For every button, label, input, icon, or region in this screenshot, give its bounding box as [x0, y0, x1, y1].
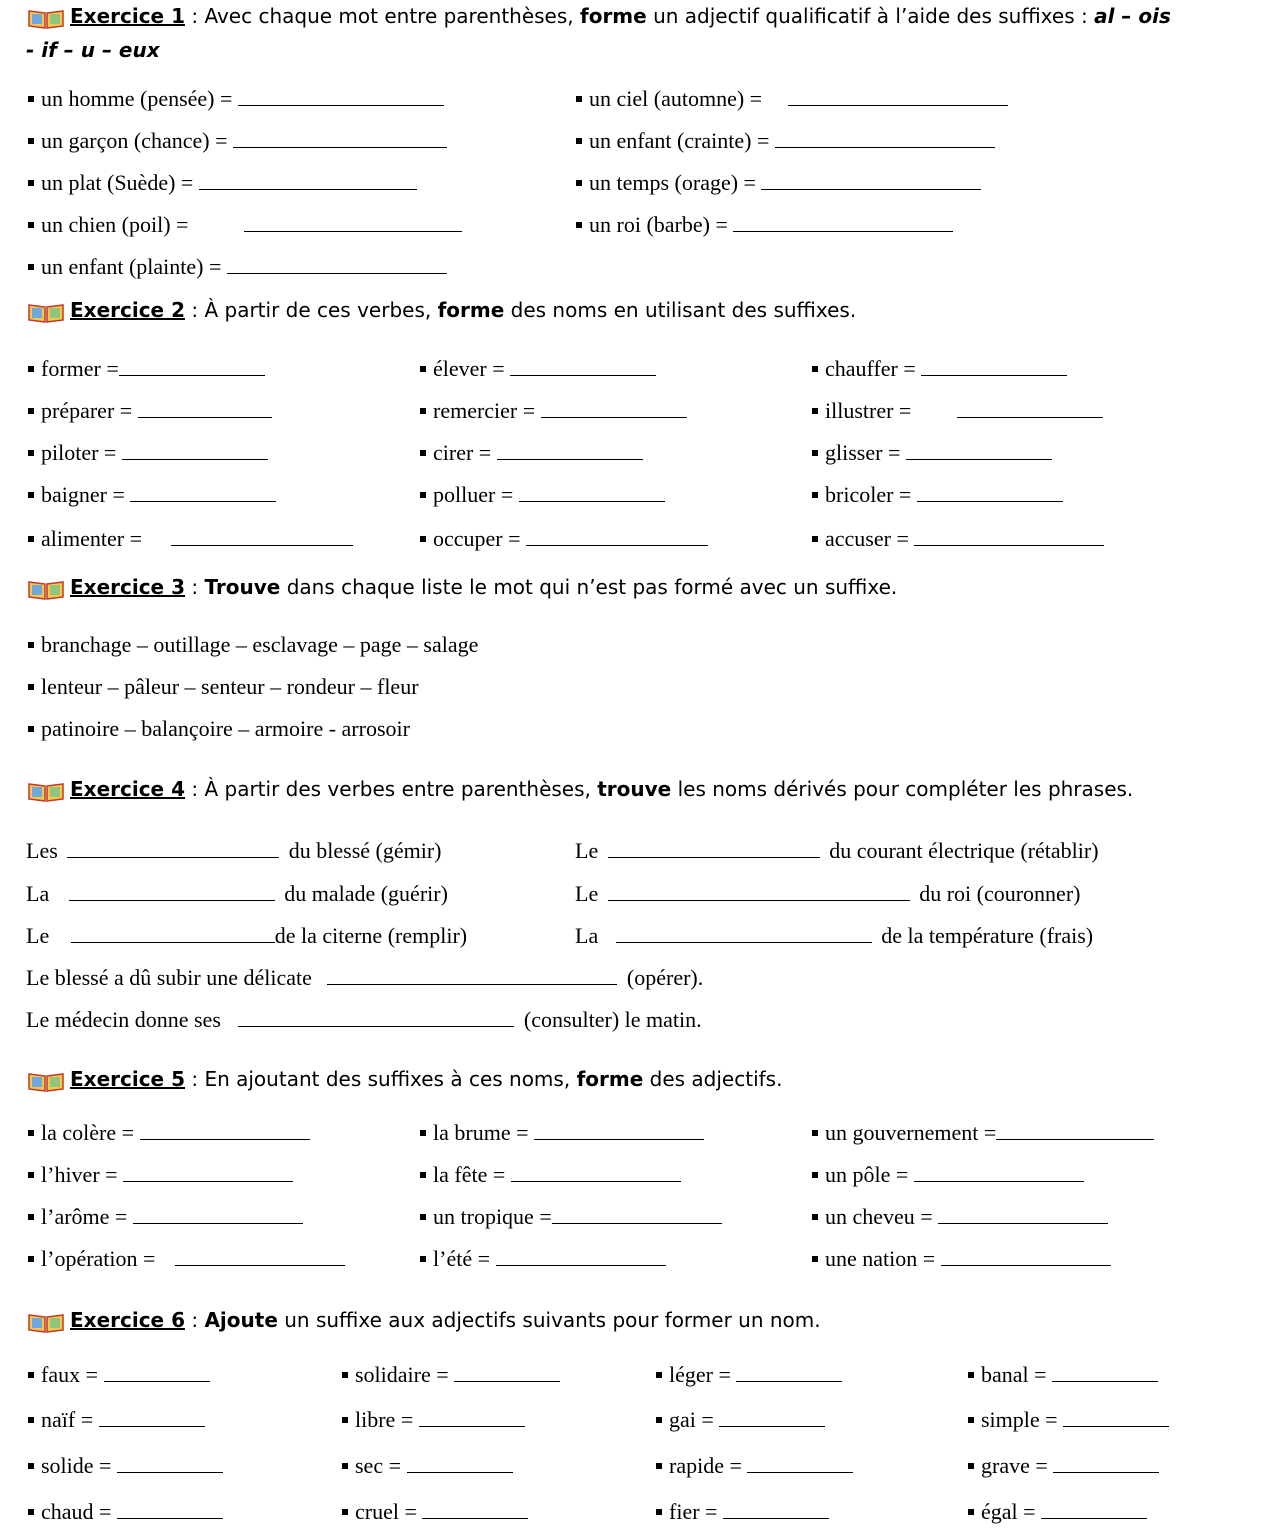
exercise-2-label: Exercice 2	[70, 298, 185, 322]
exercise-item	[420, 482, 665, 508]
instruction-text: dans chaque liste le mot qui n’est pas formé avec un suffixe.	[280, 575, 898, 599]
bullet-icon	[812, 408, 818, 414]
answer-blank[interactable]	[941, 1247, 1111, 1266]
exercise-item	[420, 526, 708, 552]
exercise-item	[656, 1407, 825, 1433]
bullet-icon	[28, 642, 34, 648]
exercise-item	[28, 86, 444, 112]
bullet-icon	[28, 1509, 34, 1515]
bullet-icon	[576, 96, 582, 102]
answer-blank[interactable]	[175, 1247, 345, 1266]
exercise-item	[420, 1120, 704, 1146]
bullet-icon	[28, 1372, 34, 1378]
exercise-item	[28, 1362, 210, 1388]
exercise-item	[968, 1362, 1158, 1388]
item-prompt: préparer =	[41, 398, 133, 423]
instruction-verb: forme	[580, 4, 647, 28]
answer-blank[interactable]	[422, 1500, 528, 1519]
item-prompt: baigner =	[41, 482, 125, 507]
item-prompt: bricoler =	[825, 482, 912, 507]
bullet-icon	[420, 366, 426, 372]
bullet-icon	[28, 684, 34, 690]
item-prompt: une nation =	[825, 1246, 936, 1271]
item-prompt: cruel =	[355, 1499, 417, 1524]
exercise-item	[28, 1246, 345, 1272]
exercise-4-label: Exercice 4	[70, 777, 185, 801]
bullet-icon	[420, 492, 426, 498]
word-list-text: lenteur – pâleur – senteur – rondeur – fleur	[41, 674, 419, 699]
instruction-text: Avec chaque mot entre parenthèses,	[204, 4, 580, 28]
item-prompt: chaud =	[41, 1499, 112, 1524]
bullet-icon	[656, 1509, 662, 1515]
bullet-icon	[28, 536, 34, 542]
answer-blank[interactable]	[244, 213, 462, 232]
instruction-verb: Trouve	[204, 575, 281, 599]
answer-blank[interactable]	[733, 213, 953, 232]
item-prompt: un enfant (plainte) =	[41, 254, 222, 279]
answer-blank[interactable]	[519, 483, 665, 502]
bullet-icon	[28, 450, 34, 456]
answer-blank[interactable]	[1052, 1363, 1158, 1382]
item-prompt: cirer =	[433, 440, 492, 465]
sentence-end: de la température (frais)	[881, 923, 1094, 948]
item-prompt: solidaire =	[355, 1362, 449, 1387]
bullet-icon	[812, 1130, 818, 1136]
exercise-item	[812, 1162, 1084, 1188]
exercise-item	[28, 128, 447, 154]
item-prompt: un chien (poil) =	[41, 212, 189, 237]
bullet-icon	[28, 138, 34, 144]
bullet-icon	[342, 1372, 348, 1378]
item-prompt: faux =	[41, 1362, 98, 1387]
sentence-start: Le	[26, 923, 50, 948]
item-prompt: former =	[41, 356, 119, 381]
item-prompt: un plat (Suède) =	[41, 170, 194, 195]
exercise-item	[812, 398, 1103, 424]
colon: :	[185, 777, 205, 801]
answer-blank[interactable]	[227, 255, 447, 274]
exercise-item	[812, 440, 1052, 466]
exercise-item	[576, 170, 981, 196]
bullet-icon	[28, 492, 34, 498]
sentence-start: Le médecin donne ses	[26, 1007, 221, 1032]
word-list	[28, 632, 478, 658]
answer-blank[interactable]	[775, 129, 995, 148]
answer-blank[interactable]	[199, 171, 417, 190]
sentence-end: du malade (guérir)	[284, 881, 448, 906]
exercise-item	[968, 1453, 1159, 1479]
item-prompt: l’hiver =	[41, 1162, 118, 1187]
answer-blank[interactable]	[454, 1363, 560, 1382]
answer-blank[interactable]	[761, 171, 981, 190]
bullet-icon	[576, 222, 582, 228]
exercise-item	[342, 1453, 513, 1479]
answer-blank[interactable]	[233, 129, 447, 148]
bullet-icon	[28, 1214, 34, 1220]
item-prompt: un homme (pensée) =	[41, 86, 233, 111]
book-icon	[26, 300, 66, 324]
exercise-4-header	[26, 777, 1133, 803]
exercise-item	[576, 128, 995, 154]
item-prompt: remercier =	[433, 398, 536, 423]
item-prompt: égal =	[981, 1499, 1036, 1524]
word-list-text: branchage – outillage – esclavage – page – salage	[41, 632, 479, 657]
answer-blank[interactable]	[123, 1163, 293, 1182]
answer-blank[interactable]	[171, 527, 353, 546]
bullet-icon	[812, 450, 818, 456]
item-prompt: solide =	[41, 1453, 112, 1478]
exercise-item	[28, 170, 417, 196]
answer-blank[interactable]	[996, 1121, 1154, 1140]
bullet-icon	[812, 1214, 818, 1220]
item-prompt: un tropique =	[433, 1204, 552, 1229]
colon: :	[185, 575, 205, 599]
item-prompt: un ciel (automne) =	[589, 86, 763, 111]
item-prompt: la colère =	[41, 1120, 135, 1145]
exercise-5-header	[26, 1067, 782, 1093]
instruction-text: des adjectifs.	[643, 1067, 783, 1091]
item-prompt: occuper =	[433, 526, 521, 551]
sentence-end: du blessé (gémir)	[288, 838, 442, 863]
answer-blank[interactable]	[608, 839, 820, 858]
instruction-text: À partir de ces verbes,	[204, 298, 438, 322]
exercise-item	[28, 1120, 310, 1146]
exercise-item	[576, 212, 953, 238]
book-icon	[26, 779, 66, 803]
bullet-icon	[28, 1463, 34, 1469]
item-prompt: un temps (orage) =	[589, 170, 756, 195]
exercise-item	[420, 1204, 722, 1230]
answer-blank[interactable]	[238, 1008, 514, 1027]
exercise-item	[342, 1407, 525, 1433]
bullet-icon	[812, 1256, 818, 1262]
item-prompt: élever =	[433, 356, 505, 381]
answer-blank[interactable]	[526, 527, 708, 546]
bullet-icon	[28, 366, 34, 372]
sentence	[26, 1007, 702, 1033]
sentence	[26, 923, 467, 949]
exercise-3-header	[26, 575, 897, 601]
item-prompt: l’été =	[433, 1246, 490, 1271]
answer-blank[interactable]	[104, 1363, 210, 1382]
item-prompt: fier =	[669, 1499, 718, 1524]
instruction-verb: Ajoute	[204, 1308, 278, 1332]
sentence-start: La	[26, 881, 50, 906]
bullet-icon	[812, 366, 818, 372]
book-icon	[26, 1310, 66, 1334]
instruction-text: un suffixe aux adjectifs suivants pour former un nom.	[277, 1308, 821, 1332]
exercise-item	[812, 1120, 1154, 1146]
bullet-icon	[420, 1214, 426, 1220]
instruction-verb: forme	[437, 298, 505, 322]
answer-blank[interactable]	[719, 1408, 825, 1427]
exercise-6-label: Exercice 6	[70, 1308, 185, 1332]
exercise-6-header	[26, 1308, 821, 1334]
sentence	[26, 965, 703, 991]
exercise-item	[28, 526, 353, 552]
bullet-icon	[812, 536, 818, 542]
answer-blank[interactable]	[497, 441, 643, 460]
answer-blank[interactable]	[906, 441, 1052, 460]
exercise-item	[812, 356, 1067, 382]
bullet-icon	[28, 96, 34, 102]
sentence-end: de la citerne (remplir)	[274, 923, 468, 948]
instruction-text: À partir des verbes entre parenthèses,	[204, 777, 598, 801]
bullet-icon	[28, 1256, 34, 1262]
answer-blank[interactable]	[117, 1454, 223, 1473]
bullet-icon	[28, 1130, 34, 1136]
exercise-item	[812, 482, 1063, 508]
exercise-item	[656, 1362, 842, 1388]
bullet-icon	[968, 1509, 974, 1515]
bullet-icon	[28, 222, 34, 228]
bullet-icon	[812, 492, 818, 498]
suffix-list: - if – u – eux	[26, 38, 160, 62]
item-prompt: alimenter =	[41, 526, 142, 551]
sentence	[26, 838, 442, 864]
item-prompt: grave =	[981, 1453, 1048, 1478]
answer-blank[interactable]	[534, 1121, 704, 1140]
exercise-item	[28, 1162, 293, 1188]
answer-blank[interactable]	[130, 483, 276, 502]
sentence	[26, 881, 448, 907]
sentence-start: Le	[575, 881, 599, 906]
answer-blank[interactable]	[496, 1247, 666, 1266]
exercise-item	[28, 1204, 303, 1230]
sentence-start: Le blessé a dû subir une délicate	[26, 965, 312, 990]
answer-blank[interactable]	[1053, 1454, 1159, 1473]
item-prompt: un gouvernement =	[825, 1120, 997, 1145]
instruction-verb: trouve	[597, 777, 672, 801]
answer-blank[interactable]	[608, 882, 910, 901]
instruction-text: un adjectif qualificatif à l’aide des suffixes :	[646, 4, 1095, 28]
sentence-end: du courant électrique (rétablir)	[829, 838, 1099, 863]
answer-blank[interactable]	[552, 1205, 722, 1224]
book-icon	[26, 6, 66, 30]
answer-blank[interactable]	[133, 1205, 303, 1224]
bullet-icon	[420, 536, 426, 542]
colon: :	[185, 4, 205, 28]
exercise-item	[968, 1407, 1169, 1433]
item-prompt: simple =	[981, 1407, 1058, 1432]
item-prompt: sec =	[355, 1453, 401, 1478]
bullet-icon	[968, 1372, 974, 1378]
exercise-item	[28, 1407, 205, 1433]
item-prompt: chauffer =	[825, 356, 916, 381]
instruction-text: des noms en utilisant des suffixes.	[504, 298, 857, 322]
item-prompt: un enfant (crainte) =	[589, 128, 770, 153]
answer-blank[interactable]	[511, 1163, 681, 1182]
instruction-text: En ajoutant des suffixes à ces noms,	[204, 1067, 577, 1091]
answer-blank[interactable]	[938, 1205, 1108, 1224]
answer-blank[interactable]	[140, 1121, 310, 1140]
item-prompt: glisser =	[825, 440, 901, 465]
bullet-icon	[342, 1463, 348, 1469]
exercise-item	[812, 1246, 1111, 1272]
word-list	[28, 716, 410, 742]
sentence	[575, 881, 1080, 907]
exercise-item	[812, 526, 1104, 552]
bullet-icon	[812, 1172, 818, 1178]
answer-blank[interactable]	[747, 1454, 853, 1473]
answer-blank[interactable]	[69, 882, 275, 901]
answer-blank[interactable]	[510, 357, 656, 376]
item-prompt: un roi (barbe) =	[589, 212, 728, 237]
exercise-item	[28, 1453, 223, 1479]
colon: :	[185, 1308, 205, 1332]
item-prompt: un cheveu =	[825, 1204, 933, 1229]
item-prompt: libre =	[355, 1407, 414, 1432]
sentence-start: Le	[575, 838, 599, 863]
item-prompt: polluer =	[433, 482, 514, 507]
bullet-icon	[420, 450, 426, 456]
bullet-icon	[656, 1417, 662, 1423]
bullet-icon	[576, 138, 582, 144]
bullet-icon	[342, 1417, 348, 1423]
answer-blank[interactable]	[921, 357, 1067, 376]
exercise-item	[656, 1453, 853, 1479]
answer-blank[interactable]	[957, 399, 1103, 418]
answer-blank[interactable]	[99, 1408, 205, 1427]
answer-blank[interactable]	[419, 1408, 525, 1427]
exercise-item	[420, 398, 687, 424]
item-prompt: naïf =	[41, 1407, 94, 1432]
colon: :	[185, 298, 205, 322]
exercise-item	[342, 1362, 560, 1388]
answer-blank[interactable]	[122, 441, 268, 460]
exercise-1-header-cont	[26, 38, 160, 62]
exercise-item	[656, 1499, 829, 1525]
answer-blank[interactable]	[541, 399, 687, 418]
exercise-item	[28, 398, 272, 424]
item-prompt: l’opération =	[41, 1246, 156, 1271]
sentence-end: (consulter) le matin.	[523, 1007, 702, 1032]
exercise-1-header	[26, 4, 1171, 30]
bullet-icon	[420, 1256, 426, 1262]
bullet-icon	[420, 408, 426, 414]
exercise-3-label: Exercice 3	[70, 575, 185, 599]
answer-blank[interactable]	[616, 924, 872, 943]
exercise-item	[420, 356, 656, 382]
answer-blank[interactable]	[67, 839, 279, 858]
answer-blank[interactable]	[117, 1500, 223, 1519]
item-prompt: gai =	[669, 1407, 714, 1432]
exercise-item	[420, 440, 643, 466]
exercise-2-header	[26, 298, 856, 324]
bullet-icon	[28, 1172, 34, 1178]
answer-blank[interactable]	[119, 357, 265, 376]
item-prompt: illustrer =	[825, 398, 912, 423]
answer-blank[interactable]	[327, 966, 617, 985]
answer-blank[interactable]	[723, 1500, 829, 1519]
item-prompt: piloter =	[41, 440, 117, 465]
item-prompt: léger =	[669, 1362, 731, 1387]
bullet-icon	[656, 1372, 662, 1378]
sentence	[575, 923, 1093, 949]
exercise-item	[28, 212, 462, 238]
bullet-icon	[420, 1130, 426, 1136]
exercise-item	[28, 440, 268, 466]
item-prompt: la fête =	[433, 1162, 506, 1187]
bullet-icon	[968, 1417, 974, 1423]
exercise-item	[420, 1162, 681, 1188]
exercise-item	[420, 1246, 666, 1272]
item-prompt: banal =	[981, 1362, 1047, 1387]
book-icon	[26, 1069, 66, 1093]
answer-blank[interactable]	[1041, 1500, 1147, 1519]
exercise-item	[342, 1499, 528, 1525]
answer-blank[interactable]	[238, 87, 444, 106]
book-icon	[26, 577, 66, 601]
answer-blank[interactable]	[914, 1163, 1084, 1182]
bullet-icon	[28, 180, 34, 186]
bullet-icon	[576, 180, 582, 186]
exercise-item	[28, 1499, 223, 1525]
suffix-list: al – ois	[1094, 4, 1171, 28]
bullet-icon	[420, 1172, 426, 1178]
answer-blank[interactable]	[71, 924, 275, 943]
exercise-5-label: Exercice 5	[70, 1067, 185, 1091]
item-prompt: la brume =	[433, 1120, 529, 1145]
answer-blank[interactable]	[788, 87, 1008, 106]
bullet-icon	[28, 408, 34, 414]
instruction-text: les noms dérivés pour compléter les phrases.	[671, 777, 1134, 801]
item-prompt: l’arôme =	[41, 1204, 128, 1229]
answer-blank[interactable]	[917, 483, 1063, 502]
bullet-icon	[28, 1417, 34, 1423]
word-list-text: patinoire – balançoire – armoire - arrosoir	[41, 716, 410, 741]
exercise-item	[968, 1499, 1147, 1525]
exercise-item	[28, 356, 265, 382]
colon: :	[185, 1067, 205, 1091]
instruction-verb: forme	[576, 1067, 644, 1091]
item-prompt: un garçon (chance) =	[41, 128, 228, 153]
sentence-start: Les	[26, 838, 58, 863]
answer-blank[interactable]	[138, 399, 272, 418]
item-prompt: un pôle =	[825, 1162, 909, 1187]
sentence	[575, 838, 1099, 864]
bullet-icon	[28, 264, 34, 270]
answer-blank[interactable]	[407, 1454, 513, 1473]
exercise-item	[28, 254, 447, 280]
sentence-end: du roi (couronner)	[919, 881, 1081, 906]
sentence-start: La	[575, 923, 599, 948]
bullet-icon	[656, 1463, 662, 1469]
answer-blank[interactable]	[736, 1363, 842, 1382]
item-prompt: rapide =	[669, 1453, 742, 1478]
exercise-item	[576, 86, 1008, 112]
bullet-icon	[28, 726, 34, 732]
bullet-icon	[342, 1509, 348, 1515]
word-list	[28, 674, 419, 700]
sentence-end: (opérer).	[626, 965, 704, 990]
exercise-item	[812, 1204, 1108, 1230]
exercise-1-label: Exercice 1	[70, 4, 185, 28]
bullet-icon	[968, 1463, 974, 1469]
answer-blank[interactable]	[1063, 1408, 1169, 1427]
exercise-item	[28, 482, 276, 508]
answer-blank[interactable]	[914, 527, 1104, 546]
item-prompt: accuser =	[825, 526, 909, 551]
